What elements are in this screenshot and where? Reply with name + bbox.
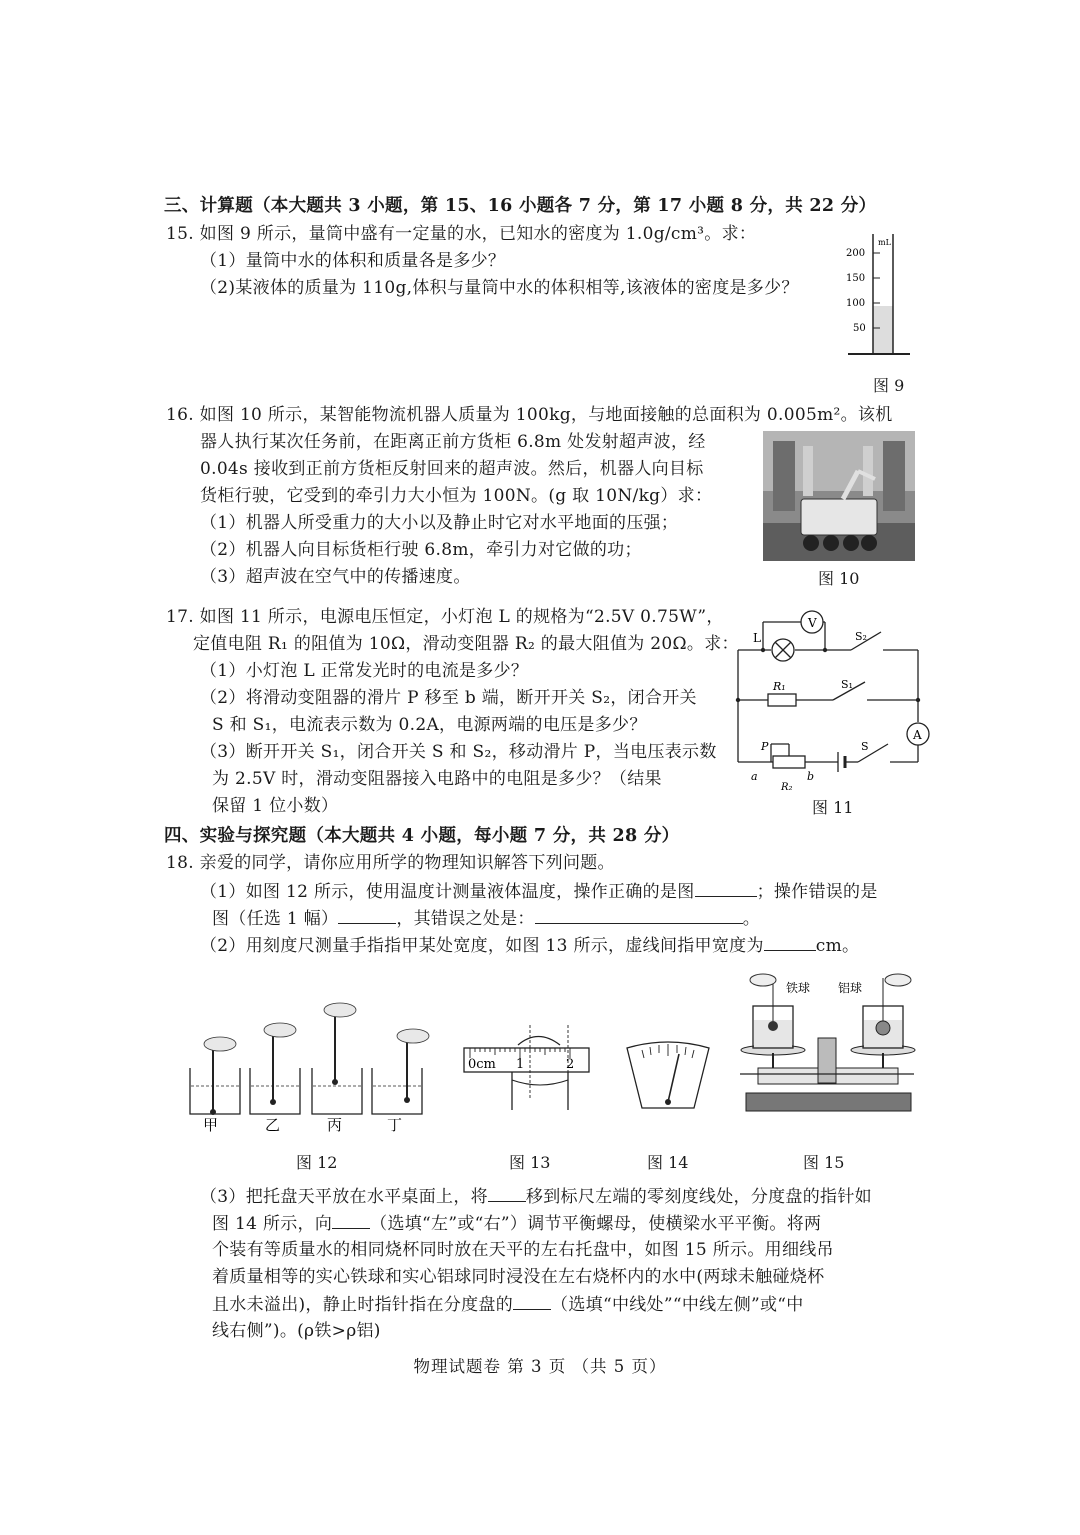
beaker-label: 丙 — [327, 1116, 343, 1134]
fig10-caption: 图 10 — [818, 569, 860, 588]
q16-line2: 器人执行某次任务前，在距离正前方货柜 6.8m 处发射超声波，经 — [200, 432, 706, 452]
q16-line4: 货柜行驶，它受到的牵引力大小恒为 100N。(g 取 10N/kg）求： — [200, 486, 713, 506]
s1-label: S₁ — [841, 678, 853, 691]
answer-blank[interactable] — [488, 1185, 526, 1202]
q18-part3-line2-a: 图 14 所示，向 — [212, 1214, 333, 1234]
q17-line1: 17. 如图 11 所示，电源电压恒定，小灯泡 L 的规格为“2.5V 0.75W”， — [166, 607, 724, 627]
balance-with-beakers-figure — [738, 968, 918, 1116]
ammeter-label: A — [913, 728, 922, 742]
ruler-label: 2 — [566, 1057, 575, 1072]
fig11-caption: 图 11 — [812, 798, 854, 817]
answer-blank[interactable] — [764, 934, 816, 951]
q18-stem: 18. 亲爱的同学，请你应用所学的物理知识解答下列问题。 — [166, 853, 615, 873]
q18-part3-line1-a: （3）把托盘天平放在水平桌面上，将 — [200, 1187, 488, 1207]
slider-p-label: P — [761, 740, 769, 753]
r1-label: R₁ — [773, 680, 786, 693]
q16-part1: （1）机器人所受重力的大小以及静止时它对水平地面的压强； — [200, 513, 679, 533]
q18-part3-line4: 着质量相等的实心铁球和实心铝球同时浸没在左右烧杯内的水中(两球未触碰烧杯 — [212, 1267, 825, 1287]
answer-blank[interactable] — [513, 1293, 551, 1310]
q18-part3-line2-b: （选填“左”或“右”）调节平衡螺母，使横梁水平平衡。将两 — [370, 1214, 822, 1234]
lamp-label: L — [753, 631, 761, 645]
section-4-title: 四、实验与探究题（本大题共 4 小题，每小题 7 分，共 28 分） — [164, 826, 680, 846]
q17-part2-a: （2）将滑动变阻器的滑片 P 移至 b 端，断开开关 S₂，闭合开关 — [200, 688, 697, 708]
fig12-caption: 图 12 — [296, 1153, 338, 1172]
measuring-cylinder-figure — [838, 228, 918, 368]
q18-part1-b-text1: 图（任选 1 幅） — [212, 909, 339, 929]
q17-part1: （1）小灯泡 L 正常发光时的电流是多少？ — [200, 661, 529, 681]
q15-part2: （2)某液体的质量为 110g,体积与量筒中水的体积相等,该液体的密度是多少？ — [200, 278, 799, 298]
fig13-caption: 图 13 — [509, 1153, 551, 1172]
q18-part1-b-end: 。 — [742, 909, 761, 929]
q18-part1-a-end: ；操作错误的是 — [756, 882, 878, 902]
q18-part1-b-text2: ，其错误之处是： — [396, 909, 535, 929]
q16-part3: （3）超声波在空气中的传播速度。 — [200, 567, 471, 587]
answer-blank[interactable] — [695, 880, 757, 897]
terminal-a-label: a — [751, 770, 758, 783]
q18-part3-line1-b: 移到标尺左端的零刻度线处，分度盘的指针如 — [525, 1187, 872, 1207]
cylinder-tick: 150 — [846, 273, 866, 284]
cylinder-tick: 50 — [853, 323, 866, 334]
terminal-b-label: b — [807, 770, 815, 783]
r2-label: R₂ — [781, 782, 793, 793]
answer-blank[interactable] — [338, 907, 396, 924]
q18-part3-line5-b: （选填“中线处”“中线左侧”或“中 — [551, 1295, 804, 1315]
balance-dial-figure — [622, 1040, 714, 1115]
cylinder-unit: mL — [878, 238, 891, 247]
q18-part3-line2 — [212, 1212, 821, 1235]
voltmeter-label: V — [808, 616, 817, 630]
q18-part3-line5 — [212, 1293, 804, 1316]
answer-blank[interactable] — [535, 907, 743, 924]
q17-line2: 定值电阻 R₁ 的阻值为 10Ω，滑动变阻器 R₂ 的最大阻值为 20Ω。求： — [193, 634, 739, 654]
q18-part3-line5-a: 且水未溢出)，静止时指针指在分度盘的 — [212, 1295, 514, 1315]
q18-part1-a — [200, 880, 878, 903]
cylinder-tick: 200 — [846, 248, 866, 259]
q18-part2 — [200, 934, 859, 957]
q16-line1: 16. 如图 10 所示，某智能物流机器人质量为 100kg，与地面接触的总面积为 0.005m²。该机 — [166, 405, 893, 425]
thermometer-beakers-figure — [185, 996, 445, 1136]
ruler-label: 0cm — [468, 1057, 496, 1072]
circuit-diagram — [733, 602, 938, 797]
q18-part2-text: （2）用刻度尺测量手指指甲某处宽度，如图 13 所示，虚线间指甲宽度为 — [200, 936, 764, 956]
ruler-label: 1 — [516, 1057, 525, 1072]
fig15-caption: 图 15 — [803, 1153, 845, 1172]
s2-label: S₂ — [855, 630, 867, 643]
q17-part3-c: 保留 1 位小数） — [212, 796, 339, 816]
ruler-fingernail-figure — [460, 1020, 600, 1115]
q18-part3-line6: 线右侧”)。(ρ铁>ρ铝) — [212, 1321, 381, 1341]
page-footer: 物理试题卷 第 3 页 （共 5 页） — [413, 1357, 667, 1376]
q18-part3-line3: 个装有等质量水的相同烧杯同时放在天平的左右托盘中，如图 15 所示。用细线吊 — [212, 1240, 834, 1260]
q17-part3-a: （3）断开开关 S₁，闭合开关 S 和 S₂，移动滑片 P，当电压表示数 — [200, 742, 717, 762]
answer-blank[interactable] — [332, 1212, 370, 1229]
q18-part1-a-text: （1）如图 12 所示，使用温度计测量液体温度，操作正确的是图 — [200, 882, 695, 902]
fig9-caption: 图 9 — [873, 376, 905, 395]
q16-line3: 0.04s 接收到正前方货柜反射回来的超声波。然后，机器人向目标 — [200, 459, 704, 479]
q17-part3-b: 为 2.5V 时，滑动变阻器接入电路中的电阻是多少？（结果 — [212, 769, 662, 789]
q15-stem: 15. 如图 9 所示，量筒中盛有一定量的水，已知水的密度为 1.0g/cm³。求： — [166, 224, 757, 244]
iron-ball-label: 铁球 — [786, 981, 811, 995]
section-3-title: 三、计算题（本大题共 3 小题，第 15、16 小题各 7 分，第 17 小题 8 分，共 22 分） — [164, 196, 877, 216]
q18-part3-line1 — [200, 1185, 872, 1208]
beaker-label: 丁 — [387, 1116, 403, 1134]
q18-part2-end: cm。 — [815, 936, 860, 956]
s-label: S — [861, 740, 869, 753]
aluminum-ball-label: 铝球 — [838, 981, 863, 995]
q16-part2: （2）机器人向目标货柜行驶 6.8m，牵引力对它做的功； — [200, 540, 642, 560]
beaker-label: 甲 — [203, 1116, 219, 1134]
beaker-label: 乙 — [265, 1116, 281, 1134]
q17-part2-b: S 和 S₁，电流表示数为 0.2A，电源两端的电压是多少？ — [212, 715, 647, 735]
cylinder-tick: 100 — [846, 298, 866, 309]
robot-photo — [763, 431, 915, 561]
q15-part1: （1）量筒中水的体积和质量各是多少？ — [200, 251, 506, 271]
fig14-caption: 图 14 — [647, 1153, 689, 1172]
q18-part1-b — [212, 907, 760, 930]
